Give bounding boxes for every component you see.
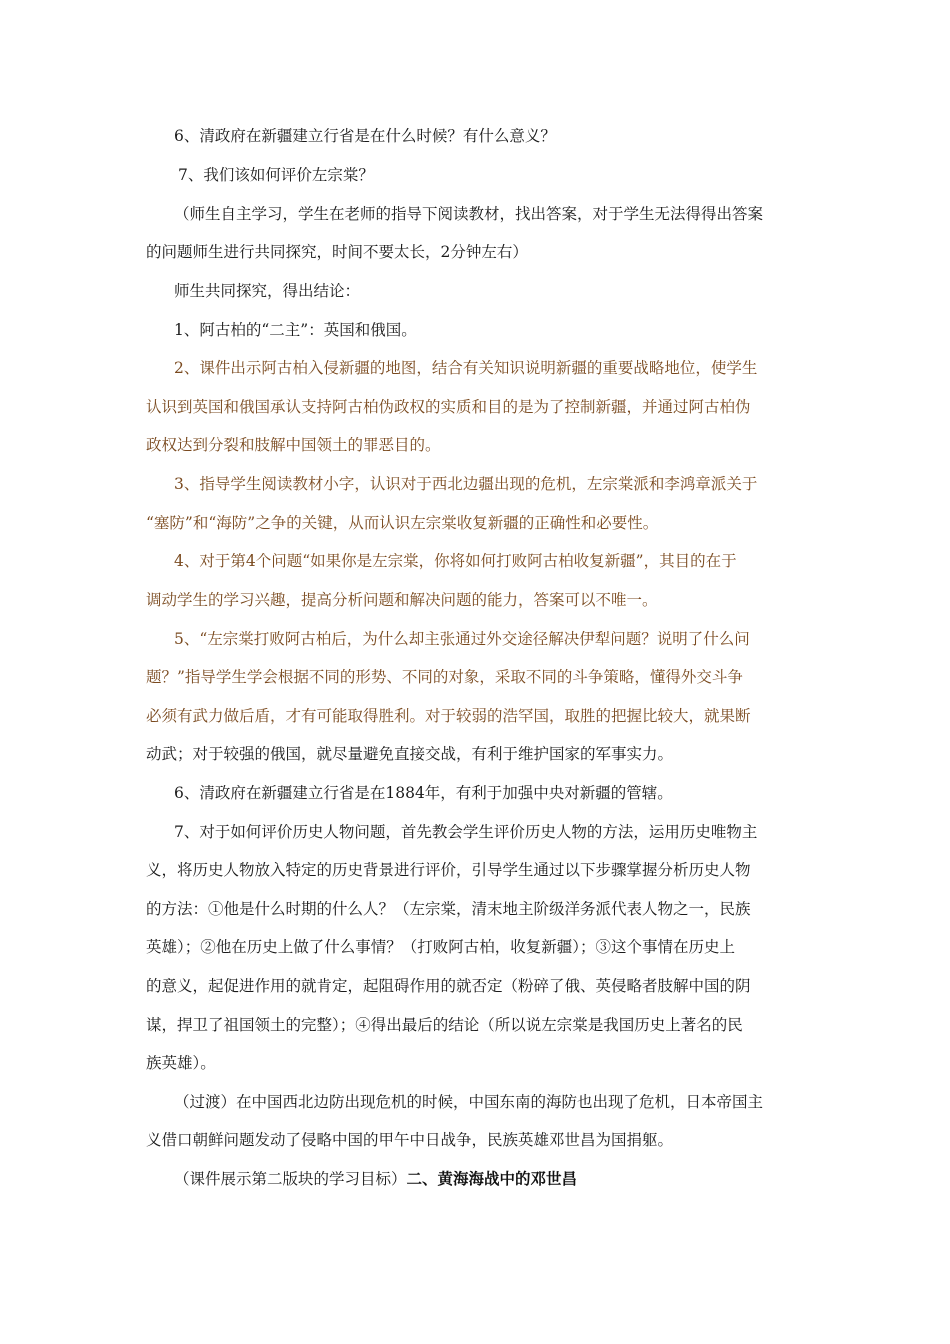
answer-7-line-2: 义，将历史人物放入特定的历史背景进行评价，引导学生通过以下步骤掌握分析历史人物 bbox=[146, 861, 751, 879]
answer-7-line-5: 的意义，起促进作用的就肯定，起阻碍作用的就否定（粉碎了俄、英侵略者肢解中国的阴 bbox=[146, 977, 751, 995]
answer-2-line-2: 认识到英国和俄国承认支持阿古柏伪政权的实质和目的是为了控制新疆，并通过阿古柏伪 bbox=[146, 398, 751, 416]
answer-7-line-6: 谋，捍卫了祖国领土的完整）；④得出最后的结论（所以说左宗棠是我国历史上著名的民 bbox=[146, 1016, 743, 1034]
section-line bbox=[174, 1169, 577, 1189]
answer-4-line-1: 4、对于第4个问题“如果你是左宗棠，你将如何打败阿古柏收复新疆”，其目的在于 bbox=[174, 552, 737, 570]
instruction-line-1: （师生自主学习，学生在老师的指导下阅读教材，找出答案，对于学生无法得得出答案 bbox=[174, 205, 764, 223]
transition-line-2: 义借口朝鲜问题发动了侵略中国的甲午中日战争，民族英雄邓世昌为国捐躯。 bbox=[146, 1131, 674, 1149]
answer-7-line-4: 英雄）；②他在历史上做了什么事情？（打败阿古柏，收复新疆）；③这个事情在历史上 bbox=[146, 938, 736, 956]
answer-5-line-2: 题？”指导学生学会根据不同的形势、不同的对象，采取不同的斗争策略，懂得外交斗争 bbox=[146, 668, 743, 686]
question-6: 6、清政府在新疆建立行省是在什么时候？有什么意义？ bbox=[174, 127, 556, 145]
answer-3-line-1: 3、指导学生阅读教材小字，认识对于西北边疆出现的危机，左宗棠派和李鸿章派关于 bbox=[174, 475, 758, 493]
answer-1: 1、阿古柏的“二主”：英国和俄国。 bbox=[174, 321, 417, 339]
answer-2-line-3: 政权达到分裂和肢解中国领土的罪恶目的。 bbox=[146, 436, 441, 454]
question-7: 7、我们该如何评价左宗棠？ bbox=[178, 166, 374, 184]
section-prefix: （课件展示第二版块的学习目标） bbox=[174, 1170, 407, 1188]
answer-2-line-1: 2、课件出示阿古柏入侵新疆的地图，结合有关知识说明新疆的重要战略地位，使学生 bbox=[174, 359, 758, 377]
answer-5-line-4: 动武；对于较强的俄国，就尽量避免直接交战，有利于维护国家的军事实力。 bbox=[146, 745, 674, 763]
answer-4-line-2: 调动学生的学习兴趣，提高分析问题和解决问题的能力，答案可以不唯一。 bbox=[146, 591, 658, 609]
answer-5-line-3: 必须有武力做后盾，才有可能取得胜利。对于较弱的浩罕国，取胜的把握比较大，就果断 bbox=[146, 707, 751, 725]
answer-7-line-3: 的方法：①他是什么时期的什么人？（左宗棠，清末地主阶级洋务派代表人物之一，民族 bbox=[146, 900, 751, 918]
conclusion-heading: 师生共同探究，得出结论： bbox=[174, 282, 361, 300]
answer-6: 6、清政府在新疆建立行省是在1884年，有利于加强中央对新疆的管辖。 bbox=[174, 784, 673, 802]
answer-5-line-1: 5、“左宗棠打败阿古柏后，为什么却主张通过外交途径解决伊犁问题？说明了什么问 bbox=[174, 630, 750, 648]
answer-7-line-1: 7、对于如何评价历史人物问题，首先教会学生评价历史人物的方法，运用历史唯物主 bbox=[174, 823, 758, 841]
section-heading: 二、黄海海战中的邓世昌 bbox=[406, 1169, 578, 1188]
answer-3-line-2: “塞防”和“海防”之争的关键，从而认识左宗棠收复新疆的正确性和必要性。 bbox=[146, 514, 659, 532]
transition-line-1: （过渡）在中国西北边防出现危机的时候，中国东南的海防也出现了危机，日本帝国主 bbox=[174, 1093, 764, 1111]
instruction-line-2: 的问题师生进行共同探究，时间不要太长，2分钟左右） bbox=[146, 243, 528, 261]
answer-7-line-7: 族英雄）。 bbox=[146, 1054, 216, 1072]
